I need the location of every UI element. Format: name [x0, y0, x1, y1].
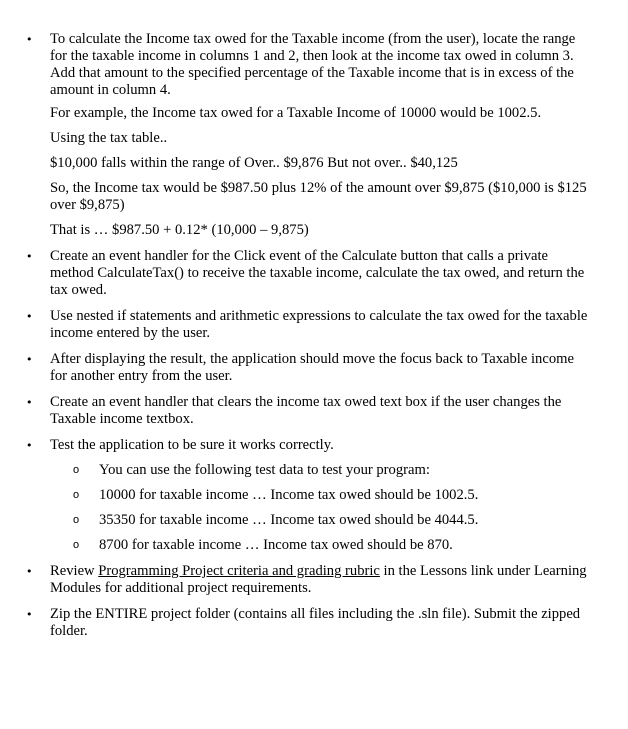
bullet-clear-handler: • Create an event handler that clears the income tax owed text box if the user changes the Taxable income textbox.	[50, 394, 590, 428]
example-paragraph: For example, the Income tax owed for a Taxable Income of 10000 would be 1002.5.	[50, 105, 542, 121]
bullet-review	[50, 563, 590, 597]
sub-bullet-8700: o 8700 for taxable income … Income tax owed should be 870.	[99, 537, 579, 554]
sub-bullet-10000: o 10000 for taxable income … Income tax owed should be 1002.5.	[99, 487, 579, 504]
using-tax-table: Using the tax table..	[50, 130, 168, 146]
bullet-focus: • After displaying the result, the application should move the focus back to Taxable income for another entry from the user.	[50, 351, 590, 385]
bullet-test: • Test the application to be sure it works correctly.	[50, 437, 590, 454]
review-suffix: in the Lessons link under Learning Modules for additional project requirements.	[50, 563, 587, 596]
review-prefix: Review	[50, 563, 99, 579]
sub-bullet-35350: o 35350 for taxable income … Income tax owed should be 4044.5.	[99, 512, 579, 529]
bullet-nested-if: • Use nested if statements and arithmetic expressions to calculate the tax owed for the taxable income entered by the user.	[50, 308, 590, 342]
rubric-link[interactable]: Programming Project criteria and grading rubric	[98, 563, 380, 579]
bullet-zip: • Zip the ENTIRE project folder (contains all files including the .sln file). Submit the zipped folder.	[50, 606, 590, 640]
bullet-calculate-instructions: • To calculate the Income tax owed for the Taxable income (from the user), locate the range for the taxable income in columns 1 and 2, then look at the income tax owed in column 3. Add that amount to the specified percentage of the Taxable income that is in excess of the amount in column 4.	[50, 31, 590, 99]
range-paragraph: $10,000 falls within the range of Over.. $9,876 But not over.. $40,125	[50, 155, 458, 171]
that-is-paragraph: That is … $987.50 + 0.12* (10,000 – 9,875)	[50, 222, 309, 238]
sub-bullet-test-data: o You can use the following test data to test your program:	[99, 462, 579, 479]
so-paragraph: So, the Income tax would be $987.50 plus 12% of the amount over $9,875 ($10,000 is $125 over $9,875)	[50, 180, 587, 213]
bullet-click-event: • Create an event handler for the Click event of the Calculate button that calls a private method CalculateTax() to receive the taxable income, calculate the tax owed, and return the tax owed.	[50, 248, 590, 299]
